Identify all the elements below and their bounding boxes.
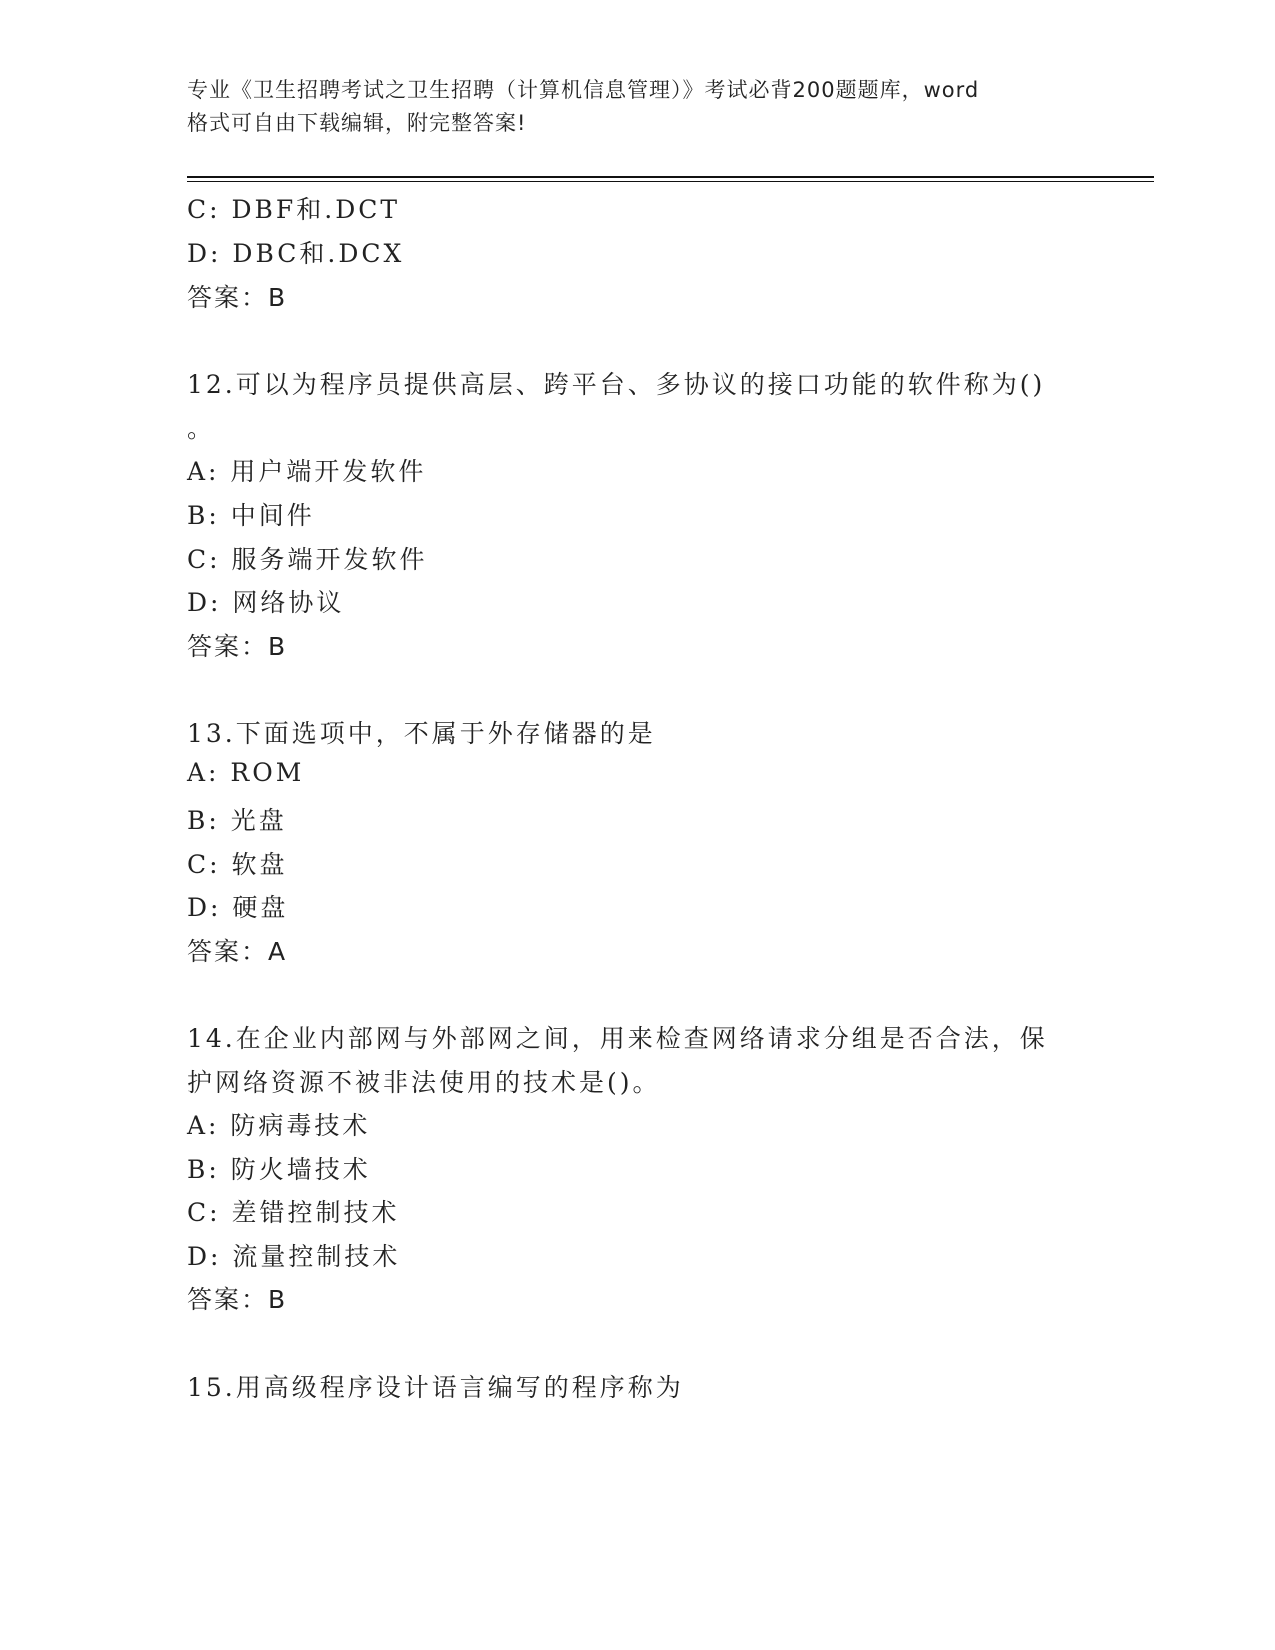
- header-line-1: 专业《卫生招聘考试之卫生招聘（计算机信息管理）》考试必背200题题库，word: [187, 78, 980, 102]
- document-header: [187, 74, 1087, 140]
- header-divider-thick: [187, 176, 1154, 178]
- q12-option-d: D: 网络协议: [187, 588, 345, 617]
- q14-option-c: C: 差错控制技术: [187, 1198, 400, 1227]
- q14-stem-line-2: 护网络资源不被非法使用的技术是()。: [187, 1068, 661, 1097]
- q12-option-c: C: 服务端开发软件: [187, 545, 428, 574]
- q13-stem: 13.下面选项中，不属于外存储器的是: [187, 719, 656, 748]
- prev-option-d: D: DBC和.DCX: [187, 239, 405, 268]
- q14-option-d: D: 流量控制技术: [187, 1242, 401, 1271]
- q14-option-a: A: 防病毒技术: [187, 1111, 371, 1140]
- q12-stem-line-2: 。: [187, 414, 216, 443]
- q12-answer: 答案：B: [187, 632, 288, 661]
- q13-option-c: C: 软盘: [187, 850, 288, 879]
- q13-answer: 答案：A: [187, 937, 288, 966]
- header-divider-thin: [187, 181, 1154, 182]
- q15-stem: 15.用高级程序设计语言编写的程序称为: [187, 1373, 684, 1402]
- header-line-2: 格式可自由下载编辑，附完整答案!: [187, 111, 527, 135]
- q13-option-b: B: 光盘: [187, 806, 287, 835]
- q12-option-a: A: 用户端开发软件: [187, 457, 427, 486]
- q12-option-b: B: 中间件: [187, 501, 315, 530]
- prev-option-c: C: DBF和.DCT: [187, 195, 401, 224]
- q13-option-d: D: 硬盘: [187, 893, 289, 922]
- q12-stem-line-1: 12.可以为程序员提供高层、跨平台、多协议的接口功能的软件称为(): [187, 370, 1046, 399]
- prev-answer: 答案：B: [187, 283, 288, 312]
- q13-option-a: A: ROM: [187, 758, 305, 787]
- q14-stem-line-1: 14.在企业内部网与外部网之间，用来检查网络请求分组是否合法，保: [187, 1024, 1048, 1053]
- q14-option-b: B: 防火墙技术: [187, 1155, 371, 1184]
- q14-answer: 答案：B: [187, 1285, 288, 1314]
